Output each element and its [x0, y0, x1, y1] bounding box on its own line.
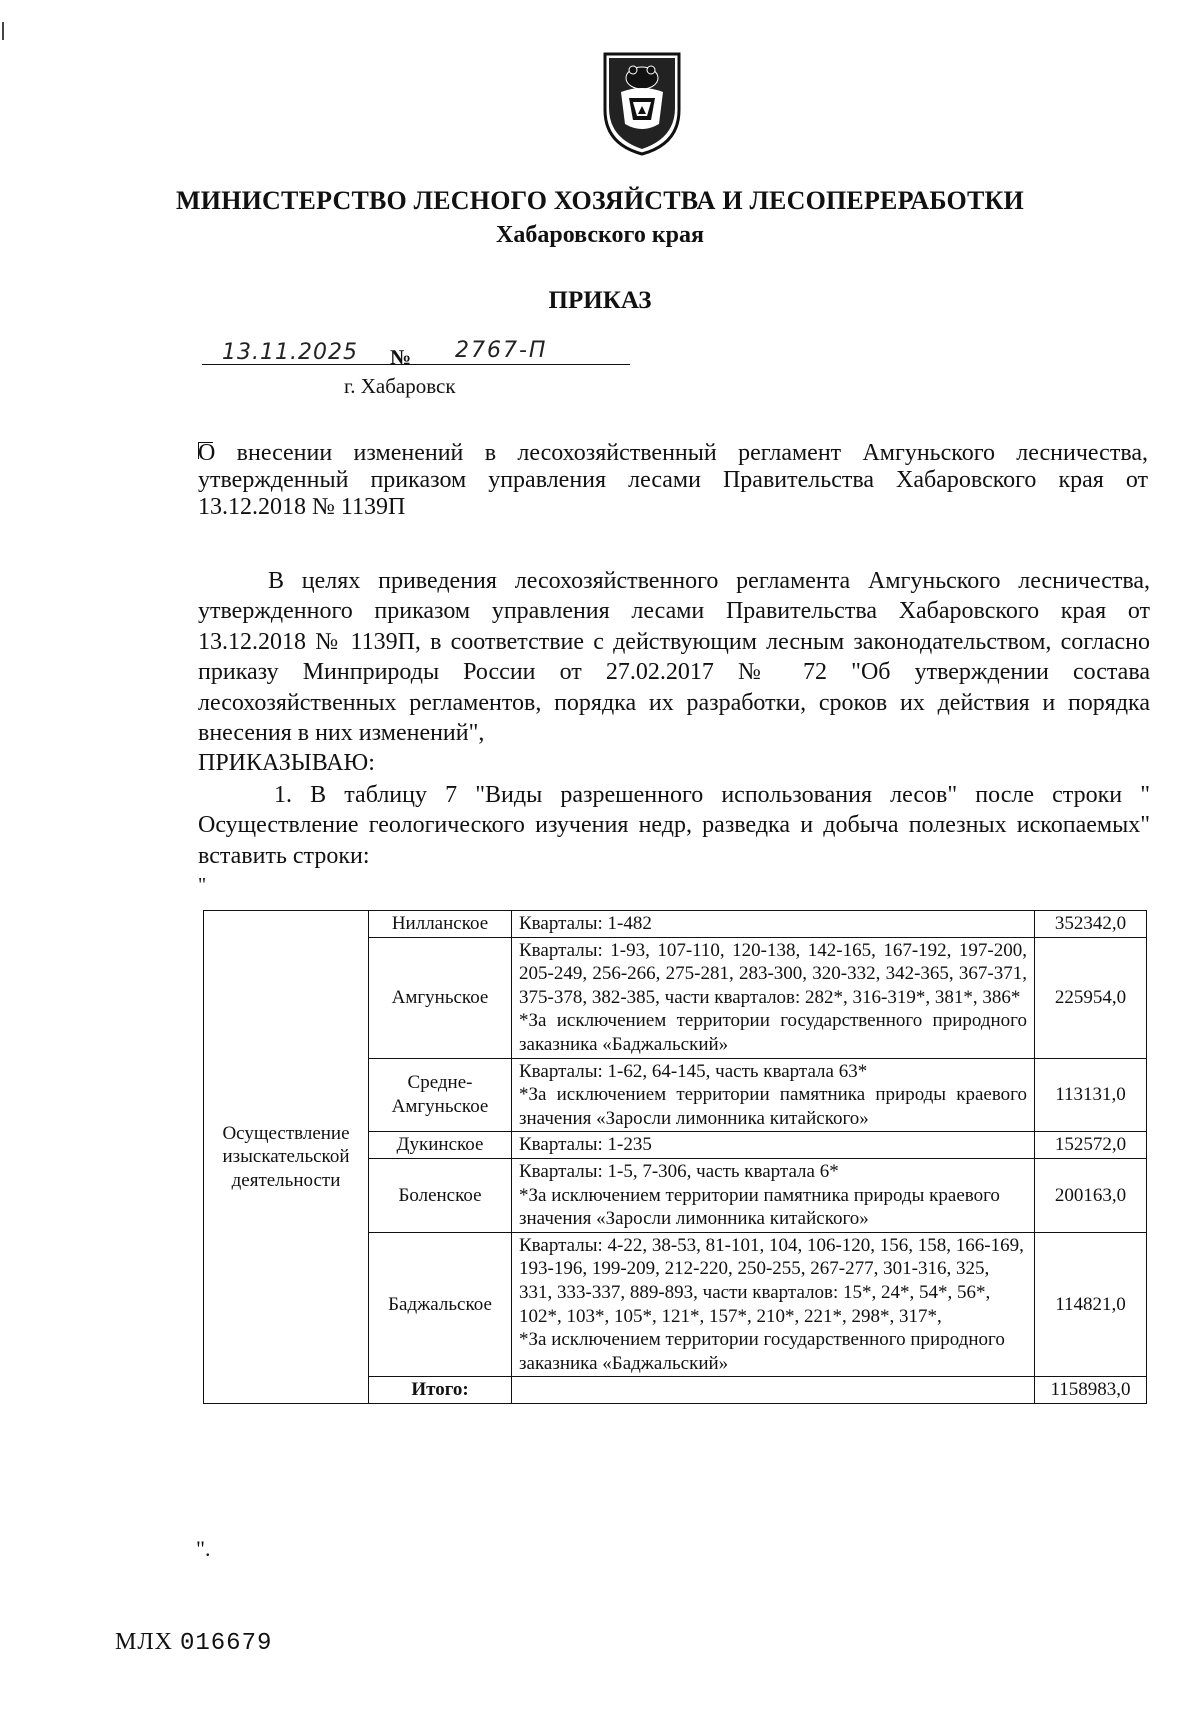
area-cell: 352342,0: [1035, 911, 1147, 938]
coat-of-arms-icon: [599, 48, 685, 158]
quarters-text: Кварталы: 4-22, 38-53, 81-101, 104, 106-120, 156, 158, 166-169, 193-196, 199-209, 212-220, 250-255, 267-277, 301-316, 325, 331, 333-337, 889-893, части кварталов: 15*, 24*, 54*, 56*, 102*, 103*, 105*, 121*, 157*, 210*, 221*, 298*, 317*,: [519, 1234, 1024, 1327]
quarters-text: Кварталы: 1-482: [519, 913, 652, 934]
quarters-text: Кварталы: 1-62, 64-145, часть квартала 63*: [519, 1060, 868, 1082]
area-cell: 113131,0: [1035, 1058, 1147, 1132]
exclusion-note: *За исключением территории государственного природного заказника «Баджальский»: [519, 1010, 1027, 1055]
total-label: Итого:: [369, 1377, 512, 1404]
form-serial: [115, 1629, 272, 1657]
region-title: Хабаровского края: [496, 222, 704, 248]
item-1-paragraph: 1. В таблицу 7 "Виды разрешенного использования лесов" после строки " Осуществление геологического изучения недр, разведка и добыча полезных ископаемых" вставить строки:: [198, 782, 1150, 869]
area-cell: 114821,0: [1035, 1232, 1147, 1377]
area-cell: 152572,0: [1035, 1132, 1147, 1159]
area-cell: 225954,0: [1035, 937, 1147, 1058]
ministry-title: МИНИСТЕРСТВО ЛЕСНОГО ХОЗЯЙСТВА И ЛЕСОПЕРЕРАБОТКИ: [176, 186, 1024, 215]
total-empty-cell: [512, 1377, 1035, 1404]
forestry-cell: Нилланское: [369, 911, 512, 938]
quarters-cell: [512, 1158, 1035, 1232]
order-number: 2767-П: [455, 338, 548, 363]
quarters-cell: [512, 937, 1035, 1058]
forestry-cell: Баджальское: [369, 1232, 512, 1377]
quarters-cell: [512, 911, 1035, 938]
quarters-cell: [512, 1132, 1035, 1159]
forest-use-table: [203, 910, 1147, 1404]
total-value: 1158983,0: [1035, 1377, 1147, 1404]
forestry-cell: Дукинское: [369, 1132, 512, 1159]
quote-close: ".: [196, 1536, 211, 1561]
forestry-cell: Средне-Амгуньское: [369, 1058, 512, 1132]
form-serial-number: 016679: [179, 1630, 273, 1657]
quote-open: ": [198, 874, 207, 896]
forestry-cell: Боленское: [369, 1158, 512, 1232]
order-subject: О внесении изменений в лесохозяйственный регламент Амгуньского лесничества, утвержденный приказом управления лесами Правительства Хабаровского края от 13.12.2018 № 1139П: [198, 440, 1148, 520]
quarters-text: Кварталы: 1-93, 107-110, 120-138, 142-165, 167-192, 197-200, 205-249, 256-266, 275-281, 283-300, 320-332, 342-365, 367-371, 375-378, 382-385, части кварталов: 282*, 316-319*, 381*, 386*: [519, 939, 1027, 1008]
preamble-paragraph: В целях приведения лесохозяйственного регламента Амгуньского лесничества, утвержденного приказом управления лесами Правительства Хабаровского края от 13.12.2018 № 1139П, в соответствие с действующим лесным законодательством, согласно приказу Минприроды России от 27.02.2017 № 72 "Об утверждении состава лесохозяйственных регламентов, порядка их разработки, сроков их действия и порядка внесения в них изменений",: [198, 568, 1150, 747]
activity-cell: Осуществление изыскательской деятельности: [204, 911, 369, 1404]
city: г. Хабаровск: [344, 374, 456, 398]
table-row: [204, 911, 1147, 938]
exclusion-note: *За исключением территории памятника природы краевого значения «Заросли лимонника китайского»: [519, 1084, 1027, 1129]
quarters-text: Кварталы: 1-5, 7-306, часть квартала 6*: [519, 1160, 839, 1182]
quarters-text: Кварталы: 1-235: [519, 1134, 652, 1156]
scan-mark: [2, 22, 4, 40]
quarters-cell: [512, 1232, 1035, 1377]
quarters-cell: [512, 1058, 1035, 1132]
exclusion-note: *За исключением территории государственного природного заказника «Баджальский»: [519, 1329, 1005, 1374]
form-series: МЛХ: [115, 1629, 173, 1655]
order-date: 13.11.2025: [222, 340, 358, 365]
exclusion-note: *За исключением территории памятника природы краевого значения «Заросли лимонника китайского»: [519, 1184, 1000, 1230]
order-word: ПРИКАЗЫВАЮ:: [198, 750, 375, 776]
number-sign: №: [390, 345, 412, 369]
document-type: ПРИКАЗ: [548, 287, 652, 314]
forestry-cell: Амгуньское: [369, 937, 512, 1058]
area-cell: 200163,0: [1035, 1158, 1147, 1232]
